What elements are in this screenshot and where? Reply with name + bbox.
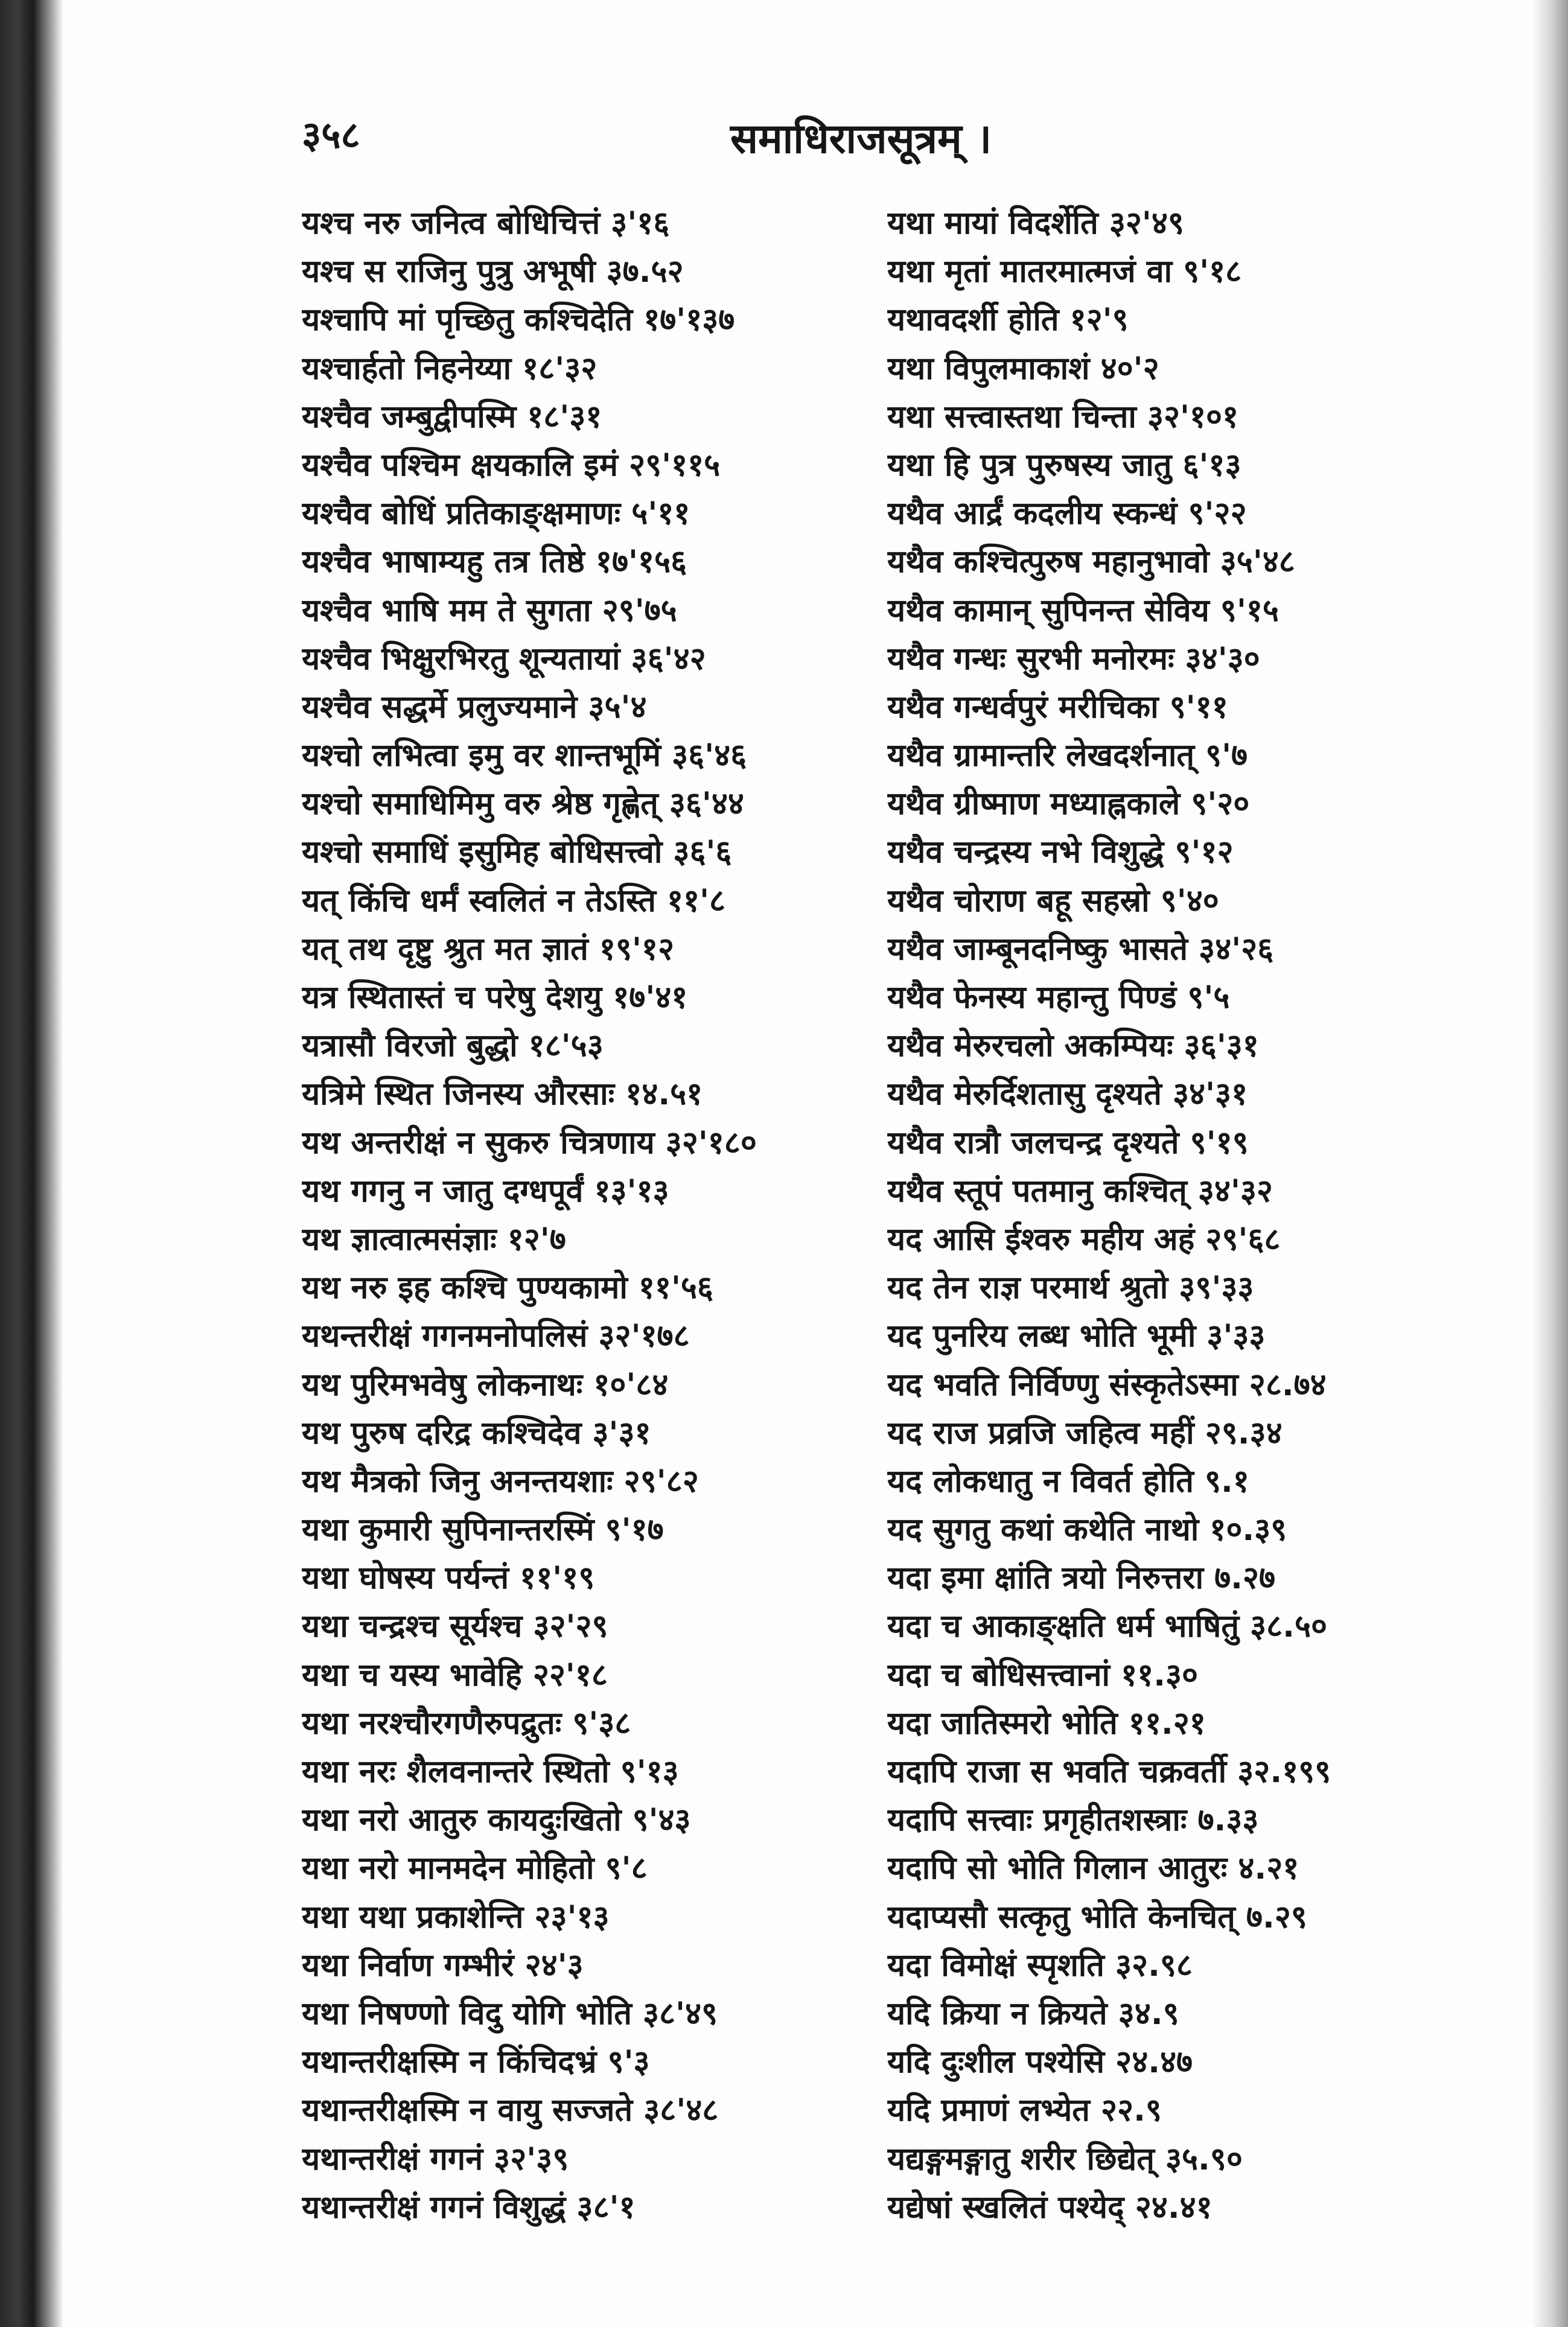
- index-entry: यथा मायां विदर्शेति ३२'४९: [887, 205, 1184, 241]
- index-entry: यदाप्यसौ सत्कृतु भोति केनचित् ७.२९: [887, 1899, 1307, 1935]
- index-entry: यथा घोषस्य पर्यन्तं ११'१९: [302, 1560, 595, 1597]
- index-entry: यश्चैव भाषाम्यहु तत्र तिष्ठे १७'१५६: [302, 544, 687, 581]
- index-entry: यथावदर्शी होति १२'९: [887, 302, 1129, 339]
- index-entry: यथा नरः शैलवनान्तरे स्थितो ९'१३: [302, 1754, 679, 1790]
- index-entry: यथैव फेनस्य महान्तु पिण्डं ९'५: [887, 979, 1230, 1016]
- index-column-right: [887, 199, 1515, 2232]
- index-entry: यत्रासौ विरजो बुद्धो १८'५३: [302, 1028, 604, 1065]
- index-entry: यश्च नरु जनित्व बोधिचित्तं ३'१६: [302, 205, 670, 241]
- index-entry: यश्चैव जम्बुद्वीपस्मि १८'३१: [302, 398, 602, 435]
- binding-edge: [0, 0, 63, 2327]
- index-entry: यथान्तरीक्षस्मि न किंचिदभ्रं ९'३: [302, 2044, 650, 2081]
- index-entry: यथा चन्द्रश्च सूर्यश्च ३२'२९: [302, 1608, 608, 1645]
- index-entry: यद तेन राज्ञ परमार्थ श्रुतो ३९'३३: [887, 1270, 1254, 1307]
- index-entry: यथा नरो आतुरु कायदुःखितो ९'४३: [302, 1802, 691, 1839]
- index-entry: यश्चापि मां पृच्छितु कश्चिदेति १७'१३७: [302, 302, 735, 339]
- index-entry: यथैव ग्रीष्माण मध्याह्नकाले ९'२०: [887, 786, 1250, 823]
- page-edge-shadow: [1532, 0, 1568, 2327]
- index-entry: यत्र स्थितास्तं च परेषु देशयु १७'४१: [302, 979, 688, 1016]
- index-entry: यथान्तरीक्षं गगनं ३२'३९: [302, 2141, 569, 2177]
- index-entry: यदि प्रमाणं लभ्येत २२.९: [887, 2092, 1162, 2129]
- index-entry: यथ अन्तरीक्षं न सुकरु चित्रणाय ३२'१८०: [302, 1124, 757, 1161]
- index-entry: यथान्तरीक्षं गगनं विशुद्धं ३८'१: [302, 2189, 636, 2226]
- index-entry: यदापि राजा स भवति चक्रवर्ती ३२.१९९: [887, 1754, 1331, 1790]
- index-entry: यथैव रात्रौ जलचन्द्र दृश्यते ९'१९: [887, 1124, 1249, 1161]
- index-entry: यदापि सो भोति गिलान आतुरः ४.२१: [887, 1850, 1299, 1887]
- running-title: समाधिराजसूत्रम् ।: [730, 115, 992, 163]
- index-entry: यश्चैव पश्चिम क्षयकालि इमं २९'११५: [302, 447, 721, 483]
- index-entry: यथ ज्ञात्वात्मसंज्ञाः १२'७: [302, 1221, 566, 1258]
- index-entry: यद पुनरिय लब्ध भोति भूमी ३'३३: [887, 1318, 1266, 1355]
- page-header: [302, 109, 1484, 175]
- index-entry: यथा निर्वाण गम्भीरं २४'३: [302, 1947, 584, 1984]
- index-entry: यथा मृतां मातरमात्मजं वा ९'१८: [887, 253, 1242, 290]
- index-entry: यथा नरश्चौरगणैरुपद्रुतः ९'३८: [302, 1705, 631, 1742]
- index-entry: यश्चो समाधिं इसुमिह बोधिसत्त्वो ३६'६: [302, 834, 732, 871]
- index-entry: यथा विपुलमाकाशं ४०'२: [887, 350, 1159, 387]
- index-entry: यथा यथा प्रकाशेन्ति २३'१३: [302, 1899, 610, 1935]
- index-column-left: [302, 199, 875, 2232]
- index-entry: यत् तथ दृष्टु श्रुत मत ज्ञातं १९'१२: [302, 931, 674, 967]
- index-entry: यथन्तरीक्षं गगनमनोपलिसं ३२'१७८: [302, 1318, 690, 1355]
- index-entry: यथा नरो मानमदेन मोहितो ९'८: [302, 1850, 648, 1887]
- index-entry: यश्चो लभित्वा इमु वर शान्तभूमिं ३६'४६: [302, 737, 747, 774]
- index-entry: यद भवति निर्विण्णु संस्कृतेऽस्मा २८.७४: [887, 1366, 1327, 1403]
- index-entry: यश्च स राजिनु पुत्रु अभूषी ३७.५२: [302, 253, 684, 290]
- index-entry: यदा जातिस्मरो भोति ११.२१: [887, 1705, 1206, 1742]
- index-entry: यथैव मेरुरचलो अकम्पियः ३६'३१: [887, 1028, 1259, 1065]
- index-entry: यथ नरु इह कश्चि पुण्यकामो ११'५६: [302, 1270, 713, 1307]
- index-entry: यथैव गन्धर्वपुरं मरीचिका ९'११: [887, 689, 1228, 725]
- index-entry: यथैव स्तूपं पतमानु कश्चित् ३४'३२: [887, 1173, 1273, 1209]
- index-entry: यथा हि पुत्र पुरुषस्य जातु ६'१३: [887, 447, 1241, 483]
- index-entry: यश्चो समाधिमिमु वरु श्रेष्ठ गृह्णेत् ३६'४४: [302, 786, 744, 823]
- index-entry: यश्चैव भिक्षुरभिरतु शून्यतायां ३६'४२: [302, 640, 706, 677]
- index-entry: यथ पुरिमभवेषु लोकनाथः १०'८४: [302, 1366, 669, 1403]
- index-entry: यदापि सत्त्वाः प्रगृहीतशस्त्राः ७.३३: [887, 1802, 1259, 1839]
- index-entry: यद आसि ईश्वरु महीय अहं २९'६८: [887, 1221, 1281, 1258]
- index-entry: यथ गगनु न जातु दग्धपूर्वं १३'१३: [302, 1173, 669, 1209]
- index-entry: यदा च आकाङ्क्षति धर्म भाषितुं ३८.५०: [887, 1608, 1328, 1645]
- index-entry: यदा विमोक्षं स्पृशति ३२.९८: [887, 1947, 1193, 1984]
- index-entry: यथा सत्त्वास्तथा चिन्ता ३२'१०१: [887, 398, 1239, 435]
- index-entry: यदा इमा क्षांति त्रयो निरुत्तरा ७.२७: [887, 1560, 1276, 1597]
- index-entry: यश्चार्हतो निहनेय्या १८'३२: [302, 350, 598, 387]
- index-entry: यश्चैव बोधिं प्रतिकाङ्क्षमाणः ५'११: [302, 495, 690, 532]
- index-entry: यद सुगतु कथां कथेति नाथो १०.३९: [887, 1512, 1287, 1549]
- index-entry: यथैव कामान् सुपिनन्त सेविय ९'१५: [887, 592, 1279, 629]
- index-entry: यथ मैत्रको जिनु अनन्तयशाः २९'८२: [302, 1463, 699, 1500]
- index-entry: यद राज प्रव्रजि जहित्व महीं २९.३४: [887, 1415, 1283, 1451]
- index-entry: यथैव चन्द्रस्य नभे विशुद्धे ९'१२: [887, 834, 1234, 871]
- index-entry: यत्रिमे स्थित जिनस्य औरसाः १४.५१: [302, 1076, 703, 1113]
- index-entry: यथा च यस्य भावेहि २२'१८: [302, 1657, 608, 1693]
- index-entry: यदि क्रिया न क्रियते ३४.९: [887, 1995, 1179, 2032]
- index-entry: यथा निषण्णो विदु योगि भोति ३८'४९: [302, 1995, 718, 2032]
- index-entry: यद्येषां स्खलितं पश्येद् २४.४१: [887, 2189, 1213, 2226]
- index-entry: यश्चैव सद्धर्मे प्रलुज्यमाने ३५'४: [302, 689, 647, 725]
- index-entry: यदा च बोधिसत्त्वानां ११.३०: [887, 1657, 1199, 1693]
- index-entry: यथैव जाम्बूनदनिष्कु भासते ३४'२६: [887, 931, 1274, 967]
- index-entry: यथैव गन्धः सुरभी मनोरमः ३४'३०: [887, 640, 1260, 677]
- index-entry: यथैव कश्चित्पुरुष महानुभावो ३५'४८: [887, 544, 1295, 581]
- index-entry: यथान्तरीक्षस्मि न वायु सज्जते ३८'४८: [302, 2092, 719, 2129]
- index-entry: यथैव ग्रामान्तरि लेखदर्शनात् ९'७: [887, 737, 1248, 774]
- page-number: ३५८: [302, 113, 360, 157]
- index-entry: यथा कुमारी सुपिनान्तरस्मिं ९'१७: [302, 1512, 664, 1549]
- index-entry: यद्यङ्गमङ्गातु शरीर छिद्येत् ३५.९०: [887, 2141, 1243, 2177]
- index-entry: यदि दुःशील पश्येसि २४.४७: [887, 2044, 1193, 2081]
- index-entry: यथैव मेरुर्दिशतासु दृश्यते ३४'३१: [887, 1076, 1248, 1113]
- index-entry: यद लोकधातु न विवर्त होति ९.१: [887, 1463, 1249, 1500]
- index-entry: यथैव चोराण बहू सहस्रो ९'४०: [887, 882, 1219, 919]
- index-entry: यत् किंचि धर्मं स्वलितं न तेऽस्ति ११'८: [302, 882, 726, 919]
- index-entry: यश्चैव भाषि मम ते सुगता २९'७५: [302, 592, 677, 629]
- index-entry: यथ पुरुष दरिद्र कश्चिदेव ३'३१: [302, 1415, 651, 1451]
- index-entry: यथैव आर्द्रं कदलीय स्कन्धं ९'२२: [887, 495, 1247, 532]
